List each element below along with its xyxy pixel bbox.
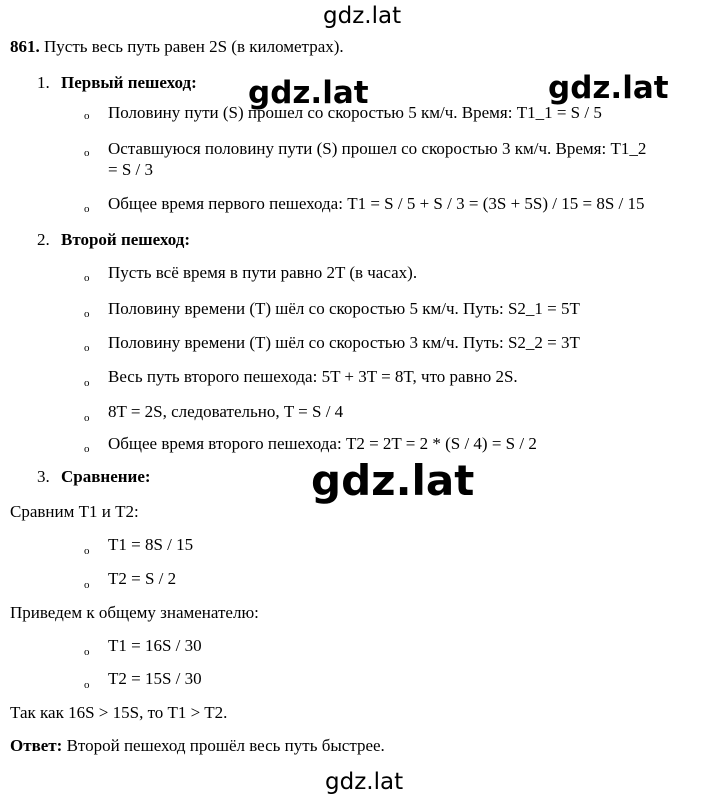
bullet-icon: o (84, 342, 90, 354)
list-item: T1 = 8S / 15 (108, 535, 194, 554)
compare-intro: Сравним T1 и T2: (10, 502, 139, 521)
section-3-title: Сравнение: (61, 467, 151, 486)
watermark-left: gdz.lat (248, 75, 369, 111)
bullet-icon: o (84, 272, 90, 284)
list-item: Общее время первого пешехода: T1 = S / 5 + S / 3 = (3S + 5S) / 15 = 8S / 15 (108, 194, 645, 213)
watermark-right: gdz.lat (548, 70, 669, 106)
section-1-title: Первый пешеход: (61, 73, 197, 92)
list-item: Половину времени (T) шёл со скоростью 3 км/ч. Путь: S2_2 = 3T (108, 333, 580, 352)
bullet-icon: o (84, 110, 90, 122)
watermark-top: gdz.lat (323, 3, 402, 29)
list-item: Половину пути (S) прошел со скоростью 5 км/ч. Время: T1_1 = S / 5 (108, 103, 602, 122)
section-2-number: 2. (37, 230, 50, 249)
list-item: Оставшуюся половину пути (S) прошел со скоростью 3 км/ч. Время: T1_2 (108, 139, 647, 158)
list-item: Весь путь второго пешехода: 5T + 3T = 8T, что равно 2S. (108, 367, 518, 386)
bullet-icon: o (84, 545, 90, 557)
conclusion-text: Так как 16S > 15S, то T1 > T2. (10, 703, 228, 722)
list-item: T2 = 15S / 30 (108, 669, 202, 688)
bullet-icon: o (84, 412, 90, 424)
bullet-icon: o (84, 203, 90, 215)
section-2-title: Второй пешеход: (61, 230, 190, 249)
bullet-icon: o (84, 377, 90, 389)
bullet-icon: o (84, 679, 90, 691)
list-item-continuation: = S / 3 (108, 160, 154, 179)
bullet-icon: o (84, 308, 90, 320)
bullet-icon: o (84, 443, 90, 455)
list-item: T1 = 16S / 30 (108, 636, 202, 655)
answer-label: Ответ: (10, 736, 63, 755)
problem-number: 861. (10, 37, 40, 56)
answer-text: Второй пешеход прошёл весь путь быстрее. (62, 736, 385, 755)
watermark-center: gdz.lat (311, 456, 475, 505)
bullet-icon: o (84, 147, 90, 159)
answer-line (10, 736, 385, 756)
common-denominator-text: Приведем к общему знаменателю: (10, 603, 259, 622)
list-item: 8T = 2S, следовательно, T = S / 4 (108, 402, 344, 421)
list-item: Пусть всё время в пути равно 2T (в часах). (108, 263, 418, 282)
watermark-bottom: gdz.lat (325, 769, 404, 795)
problem-text: Пусть весь путь равен 2S (в километрах). (39, 37, 344, 56)
bullet-icon: o (84, 646, 90, 658)
list-item: Половину времени (T) шёл со скоростью 5 км/ч. Путь: S2_1 = 5T (108, 299, 580, 318)
problem-statement (10, 37, 344, 57)
list-item: T2 = S / 2 (108, 569, 177, 588)
bullet-icon: o (84, 579, 90, 591)
list-item: Общее время второго пешехода: T2 = 2T = 2 * (S / 4) = S / 2 (108, 434, 537, 453)
section-1-number: 1. (37, 73, 50, 92)
section-3-number: 3. (37, 467, 50, 486)
